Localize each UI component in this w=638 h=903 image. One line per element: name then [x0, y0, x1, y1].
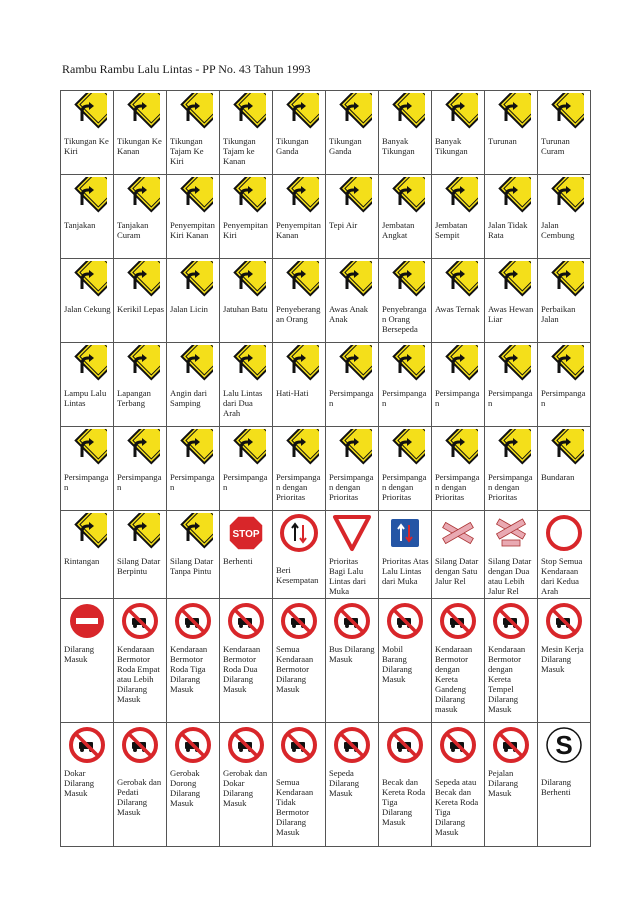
sign-cell — [326, 343, 379, 427]
sign-cell — [220, 427, 273, 511]
pedestrian-crossing-icon — [273, 259, 325, 301]
sign-label: Sepeda atau Becak dan Kereta Roda Tiga Dilarang Masuk — [435, 777, 479, 837]
sign-label: Silang Datar dengan Dua atau Lebih Jalur Rel — [488, 556, 532, 596]
sign-cell — [485, 599, 538, 723]
priority-side-road-icon — [379, 427, 431, 469]
sign-row — [61, 511, 591, 599]
sign-cell — [432, 259, 485, 343]
sign-row — [61, 175, 591, 259]
sign-label: Penyeberangan Orang — [276, 304, 321, 324]
sign-cell — [220, 599, 273, 723]
crossroads-icon — [326, 343, 378, 385]
road-narrows-left-icon — [220, 175, 272, 217]
sign-cell — [485, 723, 538, 847]
staggered-junction-icon — [167, 427, 219, 469]
sign-cell — [114, 343, 167, 427]
sign-label: Sepeda Dilarang Masuk — [329, 768, 360, 798]
sign-cell — [538, 259, 591, 343]
sign-label: Bundaran — [541, 472, 575, 482]
sign-label: Persimpangan — [488, 388, 533, 408]
no-bicycles-icon — [326, 723, 378, 765]
sign-cell — [167, 599, 220, 723]
sign-label: Persimpangan dengan Prioritas — [435, 472, 480, 502]
sign-label: Dokar Dilarang Masuk — [64, 768, 95, 798]
sign-cell — [379, 723, 432, 847]
no-stop-letter: S — [555, 730, 573, 760]
sign-cell — [114, 259, 167, 343]
sign-cell — [167, 511, 220, 599]
sign-label: Becak dan Kereta Roda Tiga Dilarang Masuk — [382, 777, 426, 827]
no-motorcycles-icon — [220, 599, 272, 641]
caution-icon — [273, 343, 325, 385]
train-icon — [167, 511, 219, 553]
sign-label: Lampu Lalu Lintas — [64, 388, 107, 408]
sign-label: Dilarang Masuk — [64, 644, 95, 664]
sign-cell — [538, 511, 591, 599]
sign-label: Turunan Curam — [541, 136, 570, 156]
sign-label: Persimpangan — [170, 472, 215, 492]
sign-label: Stop Semua Kendaraan dari Kedua Arah — [541, 556, 583, 596]
uneven-road-icon — [485, 175, 537, 217]
sign-cell — [326, 599, 379, 723]
curve-right-icon — [114, 91, 166, 133]
road-narrows-right-icon — [273, 175, 325, 217]
priority-side-road-icon — [485, 427, 537, 469]
sign-label: Penyempitan Kiri Kanan — [170, 220, 215, 240]
priority-t-junction-icon — [326, 427, 378, 469]
sign-label: Persimpangan — [435, 388, 480, 408]
children-icon — [326, 259, 378, 301]
sign-label: Hati-Hati — [276, 388, 309, 398]
sign-cell — [538, 427, 591, 511]
no-bicycle-pedicab-icon — [432, 723, 484, 765]
sign-label: Tikungan Ke Kiri — [64, 136, 109, 156]
sign-cell — [432, 91, 485, 175]
sign-label: Kendaraan Bermotor Roda Tiga Dilarang Masuk — [170, 644, 208, 694]
airplane-icon — [114, 343, 166, 385]
priority-crossroads-icon — [273, 427, 325, 469]
sign-label: Pejalan Dilarang Masuk — [488, 768, 519, 798]
t-junction-left-icon — [432, 343, 484, 385]
sharp-right-icon — [220, 91, 272, 133]
side-road-left-icon — [485, 343, 537, 385]
yield-triangle-icon — [326, 511, 378, 553]
sign-label: Jembatan Angkat — [382, 220, 415, 240]
sign-label: Tikungan Ganda — [276, 136, 309, 156]
no-vehicles-icon — [538, 511, 590, 553]
stop-icon — [220, 511, 272, 553]
steep-descent-icon — [538, 91, 590, 133]
sign-label: Bus Dilarang Masuk — [329, 644, 375, 664]
sign-cell — [167, 91, 220, 175]
sign-cell — [538, 723, 591, 847]
sign-label: Persimpangan — [64, 472, 109, 492]
no-bus-icon — [326, 599, 378, 641]
sign-cell — [220, 343, 273, 427]
sign-cell — [538, 91, 591, 175]
sign-label: Jalan Licin — [170, 304, 208, 314]
gated-level-crossing-icon — [114, 511, 166, 553]
sign-label: Jalan Cekung — [64, 304, 111, 314]
no-trucks-icon — [379, 599, 431, 641]
sign-cell — [220, 175, 273, 259]
sign-label: Persimpangan — [541, 388, 586, 408]
sign-cell — [379, 259, 432, 343]
sign-cell — [432, 599, 485, 723]
sign-cell — [273, 723, 326, 847]
sign-label: Tanjakan — [64, 220, 96, 230]
sign-label: Silang Datar dengan Satu Jalur Rel — [435, 556, 479, 586]
sign-cell — [379, 599, 432, 723]
sign-label: Mobil Barang Dilarang Masuk — [382, 644, 413, 684]
no-non-motorized-icon — [273, 723, 325, 765]
sign-cell — [114, 599, 167, 723]
sign-label: Tanjakan Curam — [117, 220, 149, 240]
sign-label: Awas Ternak — [435, 304, 480, 314]
no-horse-cart-icon — [61, 723, 113, 765]
no-ox-cart-icon — [114, 723, 166, 765]
sign-label: Kendaraan Bermotor Roda Dua Dilarang Masuk — [223, 644, 261, 694]
give-way-arrows-icon — [273, 511, 325, 553]
sign-label: Tikungan Ke Kanan — [117, 136, 162, 156]
sign-label: Penyempitan Kiri — [223, 220, 268, 240]
crosswind-icon — [167, 343, 219, 385]
no-three-wheelers-icon — [167, 599, 219, 641]
sign-cell — [61, 427, 114, 511]
sign-cell — [61, 599, 114, 723]
sign-label: Persimpangan dengan Prioritas — [488, 472, 533, 502]
sign-label: Persimpangan — [382, 388, 427, 408]
sign-label: Penyebrangan Orang Bersepeda — [382, 304, 427, 334]
sign-cell — [273, 599, 326, 723]
sign-label: Banyak Tikungan — [382, 136, 415, 156]
sign-cell — [61, 259, 114, 343]
sign-cell — [432, 343, 485, 427]
no-trailer-icon — [432, 599, 484, 641]
sign-label: Jalan Tidak Rata — [488, 220, 528, 240]
sign-cell — [167, 343, 220, 427]
sign-label: Gerobak dan Dokar Dilarang Masuk — [223, 768, 268, 808]
sign-cell — [538, 599, 591, 723]
sign-cell — [326, 91, 379, 175]
sign-cell — [432, 723, 485, 847]
sign-label: Tepi Air — [329, 220, 358, 230]
sign-label: Kendaraan Bermotor dengan Kereta Gandeng Dilarang masuk — [435, 644, 473, 714]
sign-cell — [485, 175, 538, 259]
sign-label: Persimpangan dengan Prioritas — [382, 472, 427, 502]
sign-cell — [167, 723, 220, 847]
sign-cell — [61, 91, 114, 175]
no-pedicab-icon — [379, 723, 431, 765]
sign-label: Dilarang Berhenti — [541, 777, 572, 797]
sign-label: Kerikil Lepas — [117, 304, 165, 314]
sign-label: Tikungan Ganda — [329, 136, 362, 156]
sign-cell — [432, 175, 485, 259]
sign-cell — [273, 175, 326, 259]
road-narrows-both-icon — [167, 175, 219, 217]
sign-cell — [114, 175, 167, 259]
lift-bridge-icon — [379, 175, 431, 217]
sign-label: Kendaraan Bermotor Roda Empat atau Lebih Dilarang Masuk — [117, 644, 160, 704]
sign-row — [61, 723, 591, 847]
steep-ascent-icon — [114, 175, 166, 217]
sign-cell — [432, 427, 485, 511]
sign-cell — [326, 511, 379, 599]
sharp-left-icon — [167, 91, 219, 133]
loose-gravel-icon — [114, 259, 166, 301]
sign-cell — [379, 343, 432, 427]
sign-label: Persimpangan dengan Prioritas — [276, 472, 321, 502]
no-stopping-icon — [538, 723, 590, 765]
sign-cell — [167, 175, 220, 259]
sign-cell — [220, 511, 273, 599]
sign-cell — [273, 91, 326, 175]
sign-label: Lapangan Terbang — [117, 388, 151, 408]
curve-left-icon — [61, 91, 113, 133]
sign-cell — [326, 723, 379, 847]
no-motor-vehicles-icon — [273, 599, 325, 641]
sign-label: Angin dari Samping — [170, 388, 207, 408]
steep-descent-icon — [485, 91, 537, 133]
sign-label: Gerobak Dorong Dilarang Masuk — [170, 768, 201, 808]
sign-label: Tikungan Tajam Ke Kiri — [170, 136, 204, 166]
sign-label: Penyempitan Kanan — [276, 220, 321, 240]
railway-cross-double-icon — [485, 511, 537, 553]
page-title: Rambu Rambu Lalu Lintas - PP No. 43 Tahun 1993 — [62, 62, 311, 76]
priority-over-oncoming-icon — [379, 511, 431, 553]
no-handcart-icon — [167, 723, 219, 765]
sign-label: Perbaikan Jalan — [541, 304, 576, 324]
slippery-road-icon — [167, 259, 219, 301]
sign-cell — [485, 91, 538, 175]
winding-road-icon — [379, 91, 431, 133]
sign-label: Rintangan — [64, 556, 100, 566]
no-cars-icon — [114, 599, 166, 641]
sign-label: Silang Datar Berpintu — [117, 556, 161, 576]
roundabout-icon — [538, 427, 590, 469]
sign-cell — [326, 259, 379, 343]
traffic-light-icon — [61, 343, 113, 385]
sign-cell — [114, 427, 167, 511]
staggered-junction-icon — [220, 427, 272, 469]
stop-text: STOP — [232, 529, 260, 540]
riverbank-icon — [326, 175, 378, 217]
sign-cell — [167, 259, 220, 343]
sign-cell — [61, 511, 114, 599]
cattle-icon — [432, 259, 484, 301]
narrow-bridge-icon — [432, 175, 484, 217]
sign-cell — [273, 343, 326, 427]
sign-label: Jatuhan Batu — [223, 304, 268, 314]
sign-cell — [485, 511, 538, 599]
traffic-sign-table — [60, 90, 591, 847]
sign-label: Awas Anak Anak — [329, 304, 369, 324]
steep-ascent-icon — [61, 175, 113, 217]
y-junction-icon — [114, 427, 166, 469]
falling-rocks-icon — [220, 259, 272, 301]
sign-label: Persimpangan — [117, 472, 162, 492]
sign-cell — [379, 511, 432, 599]
sign-label: Tikungan Tajam ke Kanan — [223, 136, 256, 166]
sign-cell — [273, 511, 326, 599]
sign-label: Silang Datar Tanpa Pintu — [170, 556, 214, 576]
sign-cell — [485, 259, 538, 343]
no-entry-icon — [61, 599, 113, 641]
sign-label: Persimpangan — [329, 388, 374, 408]
sign-row — [61, 427, 591, 511]
sign-cell — [273, 259, 326, 343]
sign-row — [61, 259, 591, 343]
sign-label: Prioritas Bagi Lalu Lintas dari Muka — [329, 556, 366, 596]
bicycle-crossing-icon — [379, 259, 431, 301]
sign-label: Beri Kesempatan — [276, 565, 319, 585]
sign-label: Berhenti — [223, 556, 253, 566]
sign-label: Kendaraan Bermotor dengan Kereta Tempel Dilarang Masuk — [488, 644, 526, 714]
sign-cell — [220, 259, 273, 343]
sign-cell — [61, 343, 114, 427]
no-carts-icon — [220, 723, 272, 765]
no-machinery-icon — [538, 599, 590, 641]
sign-label: Semua Kendaraan Bermotor Dilarang Masuk — [276, 644, 314, 694]
sign-label: Jalan Cembung — [541, 220, 575, 240]
sign-label: Semua Kendaraan Tidak Bermotor Dilarang Masuk — [276, 777, 314, 837]
sign-row — [61, 91, 591, 175]
two-way-icon — [220, 343, 272, 385]
sign-row — [61, 599, 591, 723]
no-semitrailer-icon — [485, 599, 537, 641]
sign-label: Awas Hewan Liar — [488, 304, 534, 324]
sign-cell — [326, 175, 379, 259]
railway-cross-single-icon — [432, 511, 484, 553]
sign-label: Banyak Tikungan — [435, 136, 468, 156]
t-junction-right-icon — [379, 343, 431, 385]
sign-cell — [379, 175, 432, 259]
sign-label: Lalu Lintas dari Dua Arah — [223, 388, 263, 418]
sign-cell — [485, 343, 538, 427]
sign-cell — [432, 511, 485, 599]
sign-label: Gerobak dan Pedati Dilarang Masuk — [117, 777, 162, 817]
sign-cell — [379, 91, 432, 175]
sign-label: Persimpangan — [223, 472, 268, 492]
wild-animal-icon — [485, 259, 537, 301]
double-bend-icon — [273, 91, 325, 133]
sign-cell — [273, 427, 326, 511]
roadworks-icon — [538, 259, 590, 301]
sign-cell — [538, 175, 591, 259]
t-junction-icon — [61, 427, 113, 469]
sign-cell — [114, 91, 167, 175]
winding-road-icon — [432, 91, 484, 133]
double-bend-icon — [326, 91, 378, 133]
sign-cell — [220, 723, 273, 847]
sign-cell — [167, 427, 220, 511]
sign-label: Persimpangan dengan Prioritas — [329, 472, 374, 502]
sign-label: Mesin Kerja Dilarang Masuk — [541, 644, 584, 674]
sign-cell — [114, 511, 167, 599]
sign-cell — [538, 343, 591, 427]
side-road-right-icon — [538, 343, 590, 385]
hump-icon — [538, 175, 590, 217]
sign-cell — [61, 723, 114, 847]
no-pedestrians-icon — [485, 723, 537, 765]
sign-cell — [379, 427, 432, 511]
sign-label: Turunan — [488, 136, 517, 146]
sign-cell — [220, 91, 273, 175]
sign-row — [61, 343, 591, 427]
dip-icon — [61, 259, 113, 301]
sign-cell — [485, 427, 538, 511]
sign-cell — [114, 723, 167, 847]
sign-cell — [61, 175, 114, 259]
sign-label: Prioritas Atas Lalu Lintas dari Muka — [382, 556, 429, 586]
sign-label: Jembatan Sempit — [435, 220, 468, 240]
obstacle-icon — [61, 511, 113, 553]
priority-side-road-icon — [432, 427, 484, 469]
sign-cell — [326, 427, 379, 511]
